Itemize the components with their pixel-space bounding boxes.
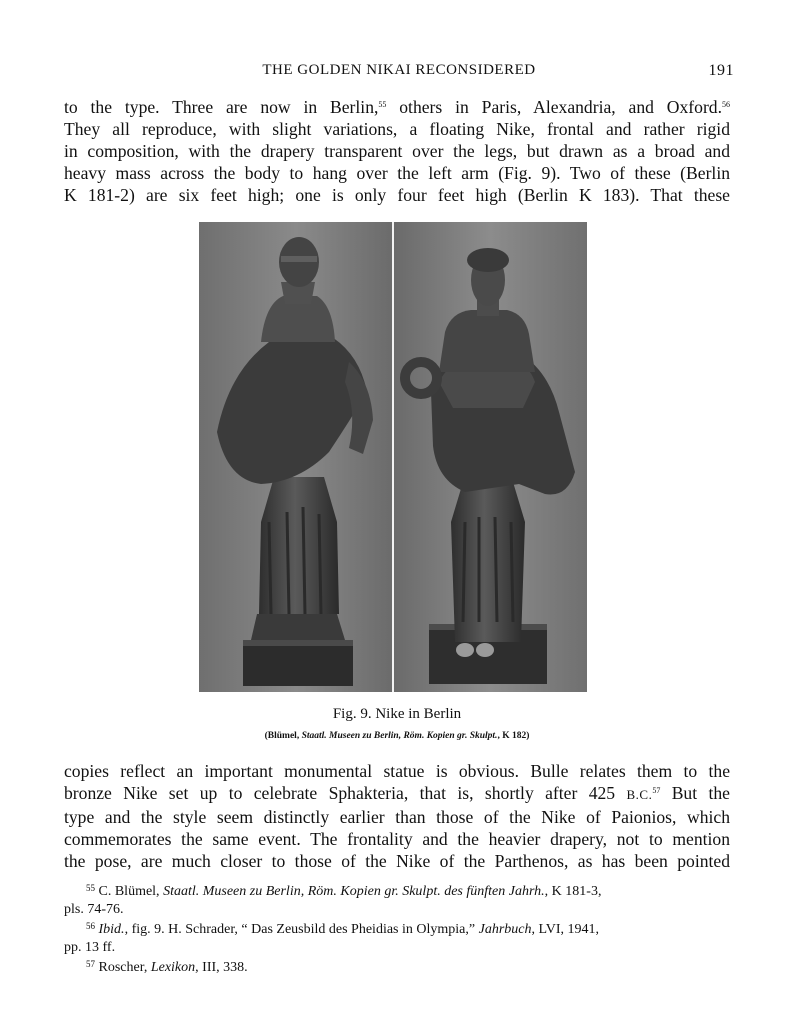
text-line: commemorates the same event. The frontality and the heavier drapery, not to mention [64,829,730,849]
text-line: copies reflect an important monumental statue is obvious. Bulle relates them to the [64,761,730,781]
statue-photo-illustration [199,222,587,692]
figure-nike-photo [199,222,587,692]
text-line: type and the style seem distinctly earlier than those of the Nike of Paionios, which [64,807,730,827]
footnote-ref[interactable]: 55 [378,100,387,109]
text-line: K 181-2) are six feet high; one is only four feet high (Berlin K 183). That these [64,185,730,205]
text-line: heavy mass across the body to hang over the left arm (Fig. 9). Two of these (Berlin [64,163,730,183]
paragraph-1 [64,96,730,206]
footnote-ref[interactable]: 57 [652,786,661,795]
footnote-57: $^{57}$ Roscher, Lexikon, III, 338. [86,959,248,975]
footnote-ref[interactable]: 56 [722,100,731,109]
footnote-55: $^{55}$ C. Blümel, Staatl. Museen zu Berlin, Röm. Kopien gr. Skulpt. des fünften Jahrh., K 181-3, pls. 74-76. [64,883,602,917]
text-line: They all reproduce, with slight variations, a floating Nike, frontal and rather rigid [64,119,730,139]
page-number: 191 [708,62,734,79]
text-line: in composition, with the drapery transparent over the legs, but drawn as a broad and [64,141,730,161]
text-line: bronze Nike set up to celebrate Sphakteria, that is, shortly after 425 B.C.$^{57}$ But the [64,783,730,803]
figure-credit: (Blümel, Staatl. Museen zu Berlin, Röm. Kopien gr. Skulpt., K 182) [264,731,530,741]
text-line: to the type. Three are now in Berlin,$^{55}$ others in Paris, Alexandria, and Oxford.$^{56}$ [64,97,731,117]
running-title: THE GOLDEN NIKAI RECONSIDERED [262,62,536,78]
paragraph-2 [64,760,730,872]
text-line: the pose, are much closer to those of the Nike of the Parthenos, as has been pointed [64,851,730,871]
figure-caption: Fig. 9. Nike in Berlin [332,706,462,722]
footnote-56: $^{56}$ Ibid., fig. 9. H. Schrader, “ Das Zeusbild des Pheidias in Olympia,” Jahrbuch, LVI, 1941, pp. 13 ff. [64,921,600,955]
footnotes [64,880,730,977]
running-head [64,62,734,84]
